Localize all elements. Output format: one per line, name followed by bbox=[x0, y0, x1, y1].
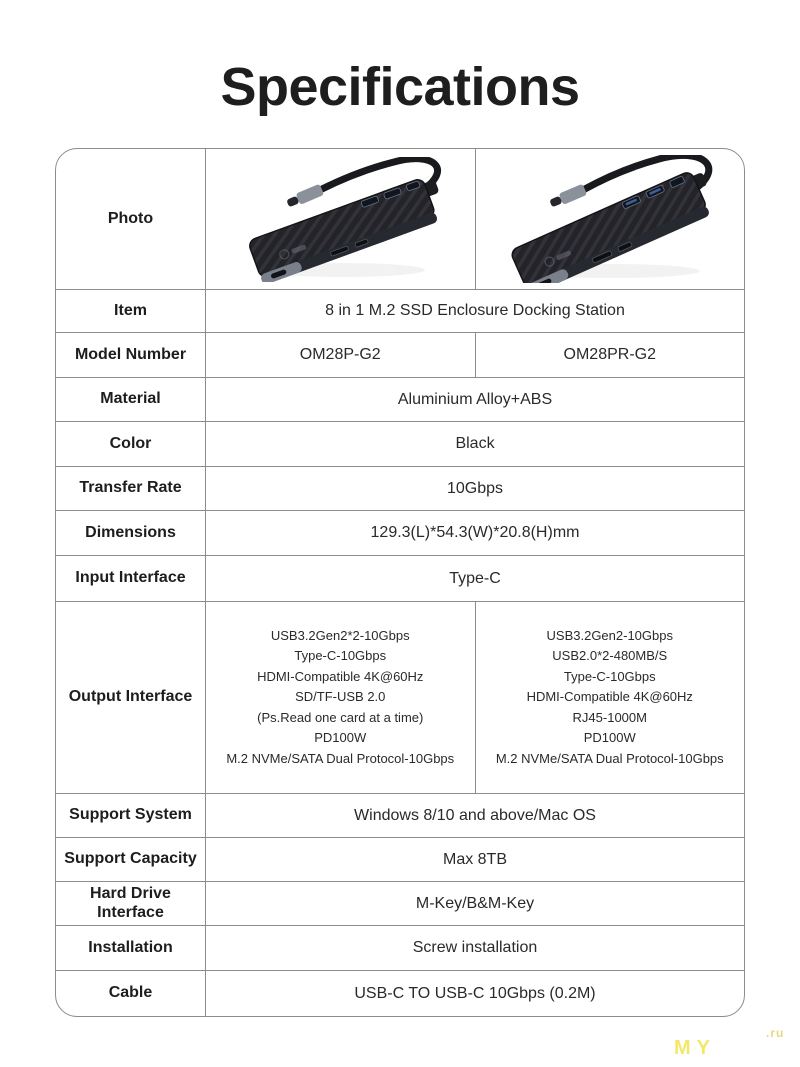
row-dimensions bbox=[56, 510, 744, 555]
row-installation bbox=[56, 925, 744, 970]
row-material-value: Aluminium Alloy+ABS bbox=[397, 390, 553, 408]
output-line: USB2.0*2-480MB/S bbox=[552, 648, 668, 664]
usb-c-connector-icon bbox=[549, 184, 588, 210]
output-interface-right-list bbox=[475, 602, 745, 793]
output-line: USB3.2Gen2*2-10Gbps bbox=[270, 627, 410, 643]
page-title: Specifications bbox=[220, 57, 580, 117]
row-hard-drive-interface-value: M-Key/B&M-Key bbox=[415, 894, 535, 912]
row-item bbox=[56, 289, 744, 332]
row-support-system bbox=[56, 793, 744, 837]
row-cable bbox=[56, 970, 744, 1016]
row-support-system-label: Support System bbox=[56, 794, 206, 837]
row-input-interface bbox=[56, 555, 744, 601]
row-color-label: Color bbox=[56, 422, 206, 466]
watermark-fragment-right: .ru bbox=[766, 1026, 785, 1040]
product-photo-left-icon bbox=[228, 157, 453, 282]
output-line: M.2 NVMe/SATA Dual Protocol-10Gbps bbox=[226, 750, 455, 766]
row-output-interface bbox=[56, 601, 744, 793]
row-hard-drive-interface-label: Hard Drive Interface bbox=[56, 882, 206, 925]
output-line: PD100W bbox=[314, 730, 367, 746]
row-material-label: Material bbox=[56, 378, 206, 421]
photo-cell-right bbox=[475, 149, 745, 289]
row-transfer-rate-label: Transfer Rate bbox=[56, 467, 206, 510]
output-line: PD100W bbox=[583, 730, 636, 746]
row-dimensions-value: 129.3(L)*54.3(W)*20.8(H)mm bbox=[370, 524, 580, 541]
output-line: (Ps.Read one card at a time) bbox=[257, 709, 424, 725]
output-line: SD/TF-USB 2.0 bbox=[295, 689, 386, 705]
model-number-right: OM28PR-G2 bbox=[475, 333, 745, 377]
row-input-interface-value: Type-C bbox=[449, 569, 501, 587]
row-output-interface-label: Output Interface bbox=[56, 602, 206, 793]
row-cable-label: Cable bbox=[56, 971, 206, 1016]
output-line: M.2 NVMe/SATA Dual Protocol-10Gbps bbox=[495, 750, 724, 766]
output-line: Type-C-10Gbps bbox=[563, 668, 656, 684]
watermark-fragment-left: MY bbox=[674, 1037, 716, 1059]
row-item-label: Item bbox=[56, 290, 206, 332]
output-line: HDMI-Compatible 4K@60Hz bbox=[526, 689, 693, 705]
row-hard-drive-interface bbox=[56, 881, 744, 925]
row-support-system-value: Windows 8/10 and above/Mac OS bbox=[354, 806, 596, 824]
row-model-number-label: Model Number bbox=[56, 333, 206, 377]
row-input-interface-label: Input Interface bbox=[56, 556, 206, 601]
row-dimensions-label: Dimensions bbox=[56, 511, 206, 555]
row-installation-value: Screw installation bbox=[412, 939, 538, 956]
row-photo-label: Photo bbox=[56, 149, 206, 289]
row-cable-value: USB-C TO USB-C 10Gbps (0.2M) bbox=[354, 984, 596, 1002]
photo-cell-left bbox=[206, 149, 475, 289]
output-line: HDMI-Compatible 4K@60Hz bbox=[257, 668, 424, 684]
row-model-number bbox=[56, 332, 744, 377]
row-material bbox=[56, 377, 744, 421]
row-item-value: 8 in 1 M.2 SSD Enclosure Docking Station bbox=[325, 302, 625, 319]
row-transfer-rate bbox=[56, 466, 744, 510]
row-transfer-rate-value: 10Gbps bbox=[446, 479, 504, 497]
model-number-left: OM28P-G2 bbox=[299, 346, 381, 363]
output-line: USB3.2Gen2-10Gbps bbox=[546, 627, 673, 643]
product-photo-right-icon bbox=[487, 155, 732, 283]
row-support-capacity-label: Support Capacity bbox=[56, 838, 206, 881]
row-color bbox=[56, 421, 744, 466]
row-color-value: Black bbox=[455, 435, 495, 452]
output-line: RJ45-1000M bbox=[572, 709, 647, 725]
row-installation-label: Installation bbox=[56, 926, 206, 970]
usb-c-connector-icon bbox=[285, 183, 324, 209]
spec-table bbox=[55, 148, 745, 1017]
output-line: Type-C-10Gbps bbox=[294, 648, 387, 664]
output-interface-left-list bbox=[206, 602, 475, 793]
row-support-capacity bbox=[56, 837, 744, 881]
row-support-capacity-value: Max 8TB bbox=[442, 850, 507, 868]
row-photo bbox=[56, 149, 744, 289]
